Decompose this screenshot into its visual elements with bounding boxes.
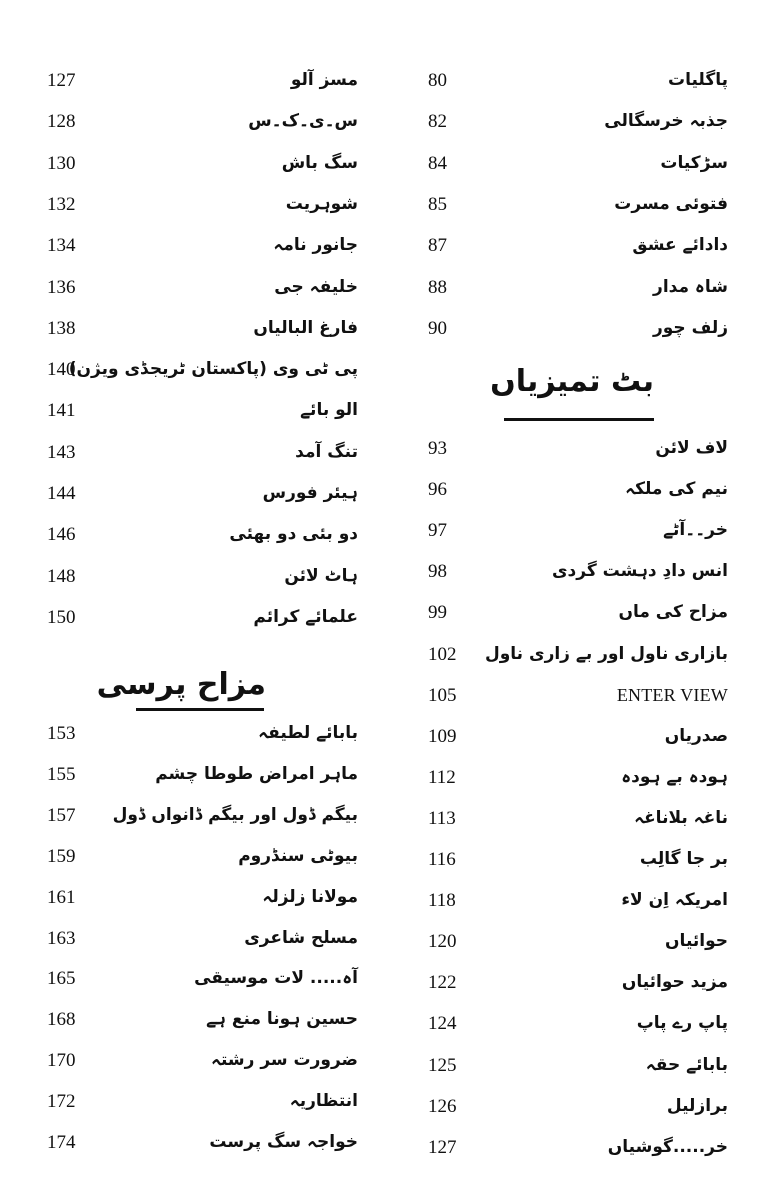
toc-entry: [386, 428, 772, 469]
toc-page-number: 157: [47, 804, 76, 826]
toc-entry-title: ہاٹ لائن: [284, 565, 358, 586]
toc-entry: [0, 184, 386, 225]
toc-page-number: 105: [428, 684, 457, 706]
toc-page-number: 168: [47, 1009, 76, 1031]
toc-page-number: 85: [428, 193, 447, 215]
toc-entry: [386, 1003, 772, 1044]
toc-page-number: 98: [428, 561, 447, 583]
toc-entry: [386, 1086, 772, 1127]
toc-entry: [386, 551, 772, 592]
toc-entry: [0, 713, 386, 754]
toc-entry-title: خلیفہ جی: [274, 276, 358, 297]
toc-entry-title: ہودہ بے ہودہ: [621, 766, 728, 787]
toc-entry-title: مزید حوائیاں: [621, 972, 728, 993]
toc-entry-title: ہیئر فورس: [262, 483, 358, 503]
toc-page-number: 170: [47, 1050, 76, 1072]
toc-entry: [386, 716, 772, 757]
toc-page-number: 140: [47, 359, 76, 381]
toc-entry: [0, 225, 386, 266]
toc-entry: [0, 836, 386, 877]
toc-entry-title: ENTER VIEW: [616, 684, 728, 705]
toc-page-number: 150: [47, 606, 76, 628]
toc-entry: [386, 798, 772, 839]
toc-entry-title: مزاح کی ماں: [618, 602, 728, 623]
toc-entry-title: حسین ہونا منع ہے: [206, 1009, 358, 1030]
toc-page-number: 113: [428, 807, 456, 829]
toc-entry-title: مسلح شاعری: [244, 927, 358, 948]
toc-entry-title: فتوئی مسرت: [614, 193, 728, 214]
toc-page-number: 141: [47, 400, 76, 422]
toc-entry-title: صدریاں: [664, 725, 728, 746]
toc-page-number: 122: [428, 972, 457, 994]
toc-entry: [386, 757, 772, 798]
toc-entry: [0, 101, 386, 142]
toc-page-number: 127: [47, 70, 76, 91]
toc-entry-title: علمائے کرائم: [253, 606, 358, 627]
toc-entry-title: ماہر امراض طوطا چشم: [155, 763, 358, 784]
toc-entry-title: دو بئی دو بھئی: [229, 524, 358, 545]
toc-page-number: 87: [428, 235, 447, 257]
toc-page-number: 102: [428, 643, 457, 665]
toc-entry-title: بابائے لطیفہ: [258, 723, 358, 743]
toc-entry-title: دادائے عشق: [632, 235, 728, 256]
toc-entry: [386, 1127, 772, 1168]
toc-entry-title: بر جا گالِب: [639, 849, 728, 869]
toc-page-number: 128: [47, 111, 76, 133]
toc-entry: [386, 634, 772, 675]
toc-entry-title: لاف لائن: [655, 438, 728, 458]
toc-entry-title: شاہ مدار: [653, 276, 728, 297]
toc-entry-title: جانور نامہ: [273, 235, 358, 256]
toc-entry-title: آہ..... لات موسیقی: [194, 968, 358, 989]
toc-entry: [386, 267, 772, 308]
toc-entry-title: بازاری ناول اور بے زاری ناول: [484, 643, 728, 664]
toc-page-number: 112: [428, 766, 456, 788]
section-heading-mazah-pursi: مزاح پرسی: [96, 667, 266, 702]
toc-entry: [0, 514, 386, 555]
toc-page-number: 127: [428, 1136, 457, 1158]
toc-entry: [0, 597, 386, 638]
toc-page-number: 161: [47, 886, 76, 908]
toc-entry: [0, 473, 386, 514]
toc-entry-title: خر.....گوشیاں: [607, 1136, 728, 1157]
toc-entry: [0, 432, 386, 473]
toc-entry-title: جذبہ خرسگالی: [604, 111, 728, 132]
toc-entry: [386, 921, 772, 962]
toc-entry: [386, 101, 772, 142]
toc-entry-title: انتظاریہ: [289, 1091, 358, 1112]
toc-entry: [386, 143, 772, 184]
toc-entry: [0, 1081, 386, 1122]
toc-page-number: 148: [47, 565, 76, 587]
toc-page-number: 172: [47, 1091, 76, 1113]
toc-column-right: [386, 0, 772, 1200]
toc-page-number: 120: [428, 931, 457, 953]
toc-page-number: 97: [428, 520, 447, 542]
toc-entry: [0, 877, 386, 918]
toc-page-number: 165: [47, 968, 76, 990]
toc-entry-title: سگ باش: [281, 152, 358, 173]
toc-entry: [0, 1122, 386, 1163]
toc-page-number: 88: [428, 276, 447, 298]
toc-entry-title: خواجہ سگ پرست: [209, 1132, 358, 1152]
toc-entry-title: پی ٹی وی (پاکستان ٹریجڈی ویژن): [68, 359, 358, 380]
toc-entry-title: پاپ رے پاپ: [636, 1013, 728, 1034]
toc-page-number: 82: [428, 111, 447, 133]
toc-entry: [386, 839, 772, 880]
toc-page-number: 155: [47, 763, 76, 785]
toc-entry: [0, 349, 386, 390]
toc-entry: [386, 510, 772, 551]
toc-entry-title: ناغہ بلاناغہ: [634, 807, 728, 828]
toc-page-number: 109: [428, 725, 457, 747]
toc-entry-title: نیم کی ملکہ: [625, 479, 728, 500]
toc-entry: [0, 60, 386, 101]
toc-entry: [0, 308, 386, 349]
toc-entry: [386, 1045, 772, 1086]
toc-page-number: 80: [428, 70, 447, 91]
toc-entry: [0, 999, 386, 1040]
section-heading-underline: [136, 708, 264, 711]
toc-page-number: 138: [47, 317, 76, 339]
toc-page-number: 116: [428, 849, 456, 870]
toc-entry: [0, 795, 386, 836]
toc-entry: [386, 592, 772, 633]
section-heading-bat-tameeziyan: بٹ تمیزیاں: [490, 364, 654, 399]
toc-entry-title: س۔ی۔ک۔س: [248, 111, 358, 132]
toc-page-number: 125: [428, 1054, 457, 1076]
toc-entry: [386, 675, 772, 716]
toc-page-number: 93: [428, 438, 447, 459]
toc-entry-title: بیوٹی سنڈروم: [238, 845, 358, 866]
toc-page-number: 118: [428, 890, 456, 912]
toc-entry: [386, 225, 772, 266]
toc-entry-title: شوہریت: [285, 193, 358, 214]
toc-entry-title: فارغ البالیاں: [253, 317, 358, 338]
toc-page-number: 99: [428, 602, 447, 624]
toc-entry: [386, 962, 772, 1003]
toc-page-number: 174: [47, 1132, 76, 1153]
toc-page-number: 146: [47, 524, 76, 546]
toc-entry: [0, 143, 386, 184]
toc-page-number: 134: [47, 235, 76, 257]
toc-entry-title: حوائیاں: [665, 931, 728, 952]
toc-entry: [386, 469, 772, 510]
toc-entry-title: الو بائے: [300, 400, 358, 421]
toc-entry: [0, 958, 386, 999]
toc-page-number: 84: [428, 152, 447, 174]
toc-entry: [0, 556, 386, 597]
toc-entry-title: تنگ آمد: [295, 441, 358, 462]
section-heading-underline: [504, 418, 654, 421]
toc-entry: [386, 184, 772, 225]
toc-entry: [0, 390, 386, 431]
toc-entry-title: پاگلیات: [668, 70, 728, 90]
toc-page-number: 132: [47, 193, 76, 215]
toc-entry-title: مولانا زلزلہ: [262, 886, 358, 907]
toc-page-number: 126: [428, 1095, 457, 1117]
toc-page-number: 96: [428, 479, 447, 501]
toc-entry-title: امریکہ اِن لاء: [621, 890, 728, 911]
toc-page-number: 124: [428, 1013, 457, 1035]
toc-entry-title: ضرورت سر رشتہ: [211, 1050, 358, 1071]
toc-page-number: 144: [47, 483, 76, 504]
toc-entry-title: مسز آلو: [290, 70, 358, 90]
toc-page-number: 136: [47, 276, 76, 298]
toc-entry: [386, 308, 772, 349]
toc-page-number: 159: [47, 845, 76, 867]
toc-entry: [386, 60, 772, 101]
toc-entry: [0, 267, 386, 308]
toc-entry-title: خر۔۔آٹے: [663, 520, 728, 541]
toc-page-number: 153: [47, 723, 76, 744]
toc-entry-title: بیگم ڈول اور بیگم ڈانواں ڈول: [112, 804, 358, 825]
toc-entry-title: بابائے حقہ: [645, 1054, 728, 1075]
toc-page-number: 163: [47, 927, 76, 949]
toc-page-number: 143: [47, 441, 76, 463]
toc-page-number: 90: [428, 317, 447, 339]
toc-page-number: 130: [47, 152, 76, 174]
toc-entry-title: زلف چور: [652, 317, 728, 338]
toc-entry: [0, 918, 386, 959]
toc-entry: [0, 1040, 386, 1081]
toc-entry-title: برازلیل: [666, 1095, 728, 1116]
toc-entry-title: انس دادِ دہشت گردی: [551, 561, 728, 582]
toc-entry: [0, 754, 386, 795]
toc-entry: [386, 880, 772, 921]
toc-entry-title: سڑکیات: [660, 152, 728, 173]
